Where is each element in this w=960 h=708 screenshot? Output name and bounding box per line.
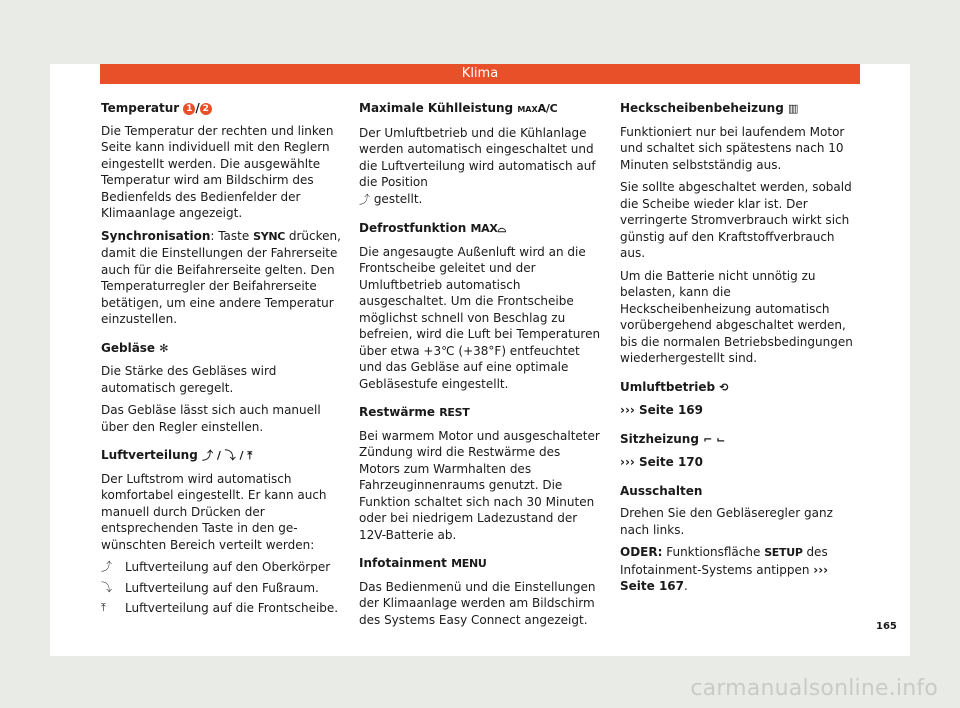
rear-window-heating-heading: [620, 100, 862, 118]
list-item: [101, 559, 341, 576]
oder-pre: Funktionsfläche: [662, 545, 765, 559]
rest-heading: [359, 404, 603, 422]
list-item-text: Luftverteilung auf die Frontscheibe.: [125, 601, 339, 615]
max-cooling-text-2: gestellt.: [370, 191, 423, 206]
chapter-header: Klima: [100, 64, 860, 84]
air-windscreen-icon: ⤒: [101, 601, 106, 614]
seat-heating-icons: ⌐ ⌙: [703, 432, 726, 446]
max-cooling-text-1: Der Umluftbetrieb und die Kühlanlage werden automatisch eingeschaltet und die Luftverteilung wird automatisch auf die Position: [359, 125, 596, 189]
windscreen-defrost-icon: ⌓: [497, 222, 507, 235]
defrost-max-symbol: MAX: [470, 222, 498, 235]
oder-mid: des Infotainment-Systems antippen: [620, 545, 828, 577]
fan-text-2: Das Gebläse lässt sich auch manuell über den Regler einstellen.: [101, 403, 321, 434]
fan-text-1: Die Stärke des Gebläses wird automatisch geregelt.: [101, 364, 277, 395]
column-right: [620, 100, 862, 601]
rest-text: Bei warmem Motor und ausgeschalteter Zündung wird die Restwärme des Motors zum Warmhalten des Fahrzeuginnenraums genutzt. Die Funktion schaltet sich nach 30 Minuten oder bei niedrigem Ladezustand der 12V-Batterie ab.: [359, 428, 600, 542]
sync-label: Synchronisation: [101, 228, 211, 243]
max-cooling-text: [359, 125, 603, 209]
temperature-heading: [101, 100, 341, 117]
seat-heating-heading: [620, 431, 862, 449]
rest-symbol: REST: [439, 406, 470, 419]
oder-label: ODER:: [620, 545, 663, 559]
temperature-text: Die Temperatur der rechten und linken Seite kann individuell mit den Reglern eingestellt werden. Die ausgewählte Temperatur wird am Bildschirm des Bedienfelds des Bedienfelder der Klimaanlage angezeigt.: [101, 123, 334, 220]
rear-window-heating-icon: ▥: [787, 102, 799, 115]
sync-text: drücken, damit die Einstellungen der Fahrerseite auch für die Beifahrerseite gelten. Den Temperaturregler der Beifahrerseite betätigen, um eine andere Temperatur einzustellen.: [101, 228, 341, 326]
column-middle: [359, 100, 603, 634]
rear-heading-text: Heckscheibenbeheizung: [620, 101, 784, 115]
menu-symbol: MENU: [451, 557, 487, 570]
badge-slash: /: [195, 101, 200, 115]
max-sub-symbol: MAX: [517, 105, 538, 114]
watermark: carmanualsonline.info: [690, 676, 938, 701]
defrost-text: Die angesaugte Außenluft wird an die Frontscheibe geleitet und der Umluftbetrieb automatisch ausgeschaltet. Um die Frontscheibe möglichst schnell von Beschlag zu befreien, wird die Luft bei Temperaturen über etwa +3℃ (+38°F) entfeuchtet und das Gebläse auf eine optimale Gebläsestufe eingestellt.: [359, 244, 601, 391]
rear-text-3: Um die Batterie nicht unnötig zu belasten, kann die Heckscheibenheizung automatisch vorübergehend abgeschaltet werden, bis die normalen Betriebsbedingungen wiederhergestellt sind.: [620, 268, 853, 365]
max-cooling-heading: [359, 100, 603, 119]
recirculation-icon: ⟲: [719, 380, 729, 394]
badge-1: 1: [183, 103, 195, 115]
infotainment-heading-text: Infotainment: [359, 556, 447, 570]
seat-heating-page-ref[interactable]: ››› Seite 170: [620, 455, 704, 469]
oder-page-ref[interactable]: ››› Seite 167: [620, 562, 829, 593]
temperature-heading-text: Temperatur: [101, 101, 180, 115]
rest-heading-text: Restwärme: [359, 405, 436, 419]
defrost-heading: [359, 220, 603, 238]
page-number: 165: [876, 621, 897, 632]
column-left: [101, 100, 341, 621]
switch-off-text: Drehen Sie den Gebläseregler ganz nach links.: [620, 506, 833, 537]
air-foot-icon: ⤵: [101, 580, 112, 594]
infotainment-heading: [359, 555, 603, 573]
air-distribution-text: Der Luftstrom wird automatisch komfortabel eingestellt. Er kann auch manuell durch Drücken der entsprechenden Taste in den gewünschten Bereich verteilt werden:: [101, 471, 327, 552]
fan-heading-text: Gebläse: [101, 340, 156, 355]
max-cooling-heading-text: Maximale Kühlleistung: [359, 101, 514, 115]
recirculation-page-ref[interactable]: ››› Seite 169: [620, 403, 704, 417]
seat-heading-text: Sitzheizung: [620, 431, 699, 446]
ac-symbol: A/C: [537, 102, 558, 115]
list-item-text: Luftverteilung auf den Oberkörper: [125, 560, 331, 574]
fan-heading: [101, 340, 341, 358]
infotainment-text: Das Bedienmenü und die Einstellungen der Klimaanlage werden am Bildschirm des Systems Easy Connect angezeigt.: [359, 579, 596, 627]
setup-symbol: SETUP: [764, 546, 803, 559]
list-item: [101, 580, 341, 597]
list-item: [101, 600, 341, 617]
rear-text-2: Sie sollte abgeschaltet werden, sobald die Scheibe wieder klar ist. Der verringerte Stromverbrauch wirkt sich günstig auf den Kraftstoffverbrauch aus.: [620, 180, 852, 260]
recirc-heading-text: Umluftbetrieb: [620, 379, 716, 394]
air-upper-icon: ⤴: [101, 560, 112, 573]
list-item-text: Luftverteilung auf den Fußraum.: [125, 580, 319, 595]
defrost-heading-text: Defrostfunktion: [359, 221, 467, 235]
oder-paragraph: [620, 544, 862, 595]
badge-2: 2: [200, 103, 212, 115]
sync-pre: : Taste: [210, 228, 254, 243]
oder-end: .: [684, 579, 688, 593]
air-upper-icon: ⤴: [359, 192, 370, 206]
recirculation-heading: [620, 379, 862, 397]
air-distribution-icons: ⤴ / ⤵ / ⤒: [202, 449, 253, 462]
air-distribution-heading: [101, 447, 341, 465]
sync-symbol: SYNC: [253, 229, 286, 243]
fan-icon: ✻: [159, 341, 169, 355]
rear-text-1: Funktioniert nur bei laufendem Motor und schaltet sich spätestens nach 10 Minuten selbstständig aus.: [620, 124, 845, 172]
air-heading-text: Luftverteilung: [101, 448, 198, 462]
synchronisation-paragraph: [101, 228, 341, 328]
switch-off-heading: Ausschalten: [620, 483, 703, 498]
